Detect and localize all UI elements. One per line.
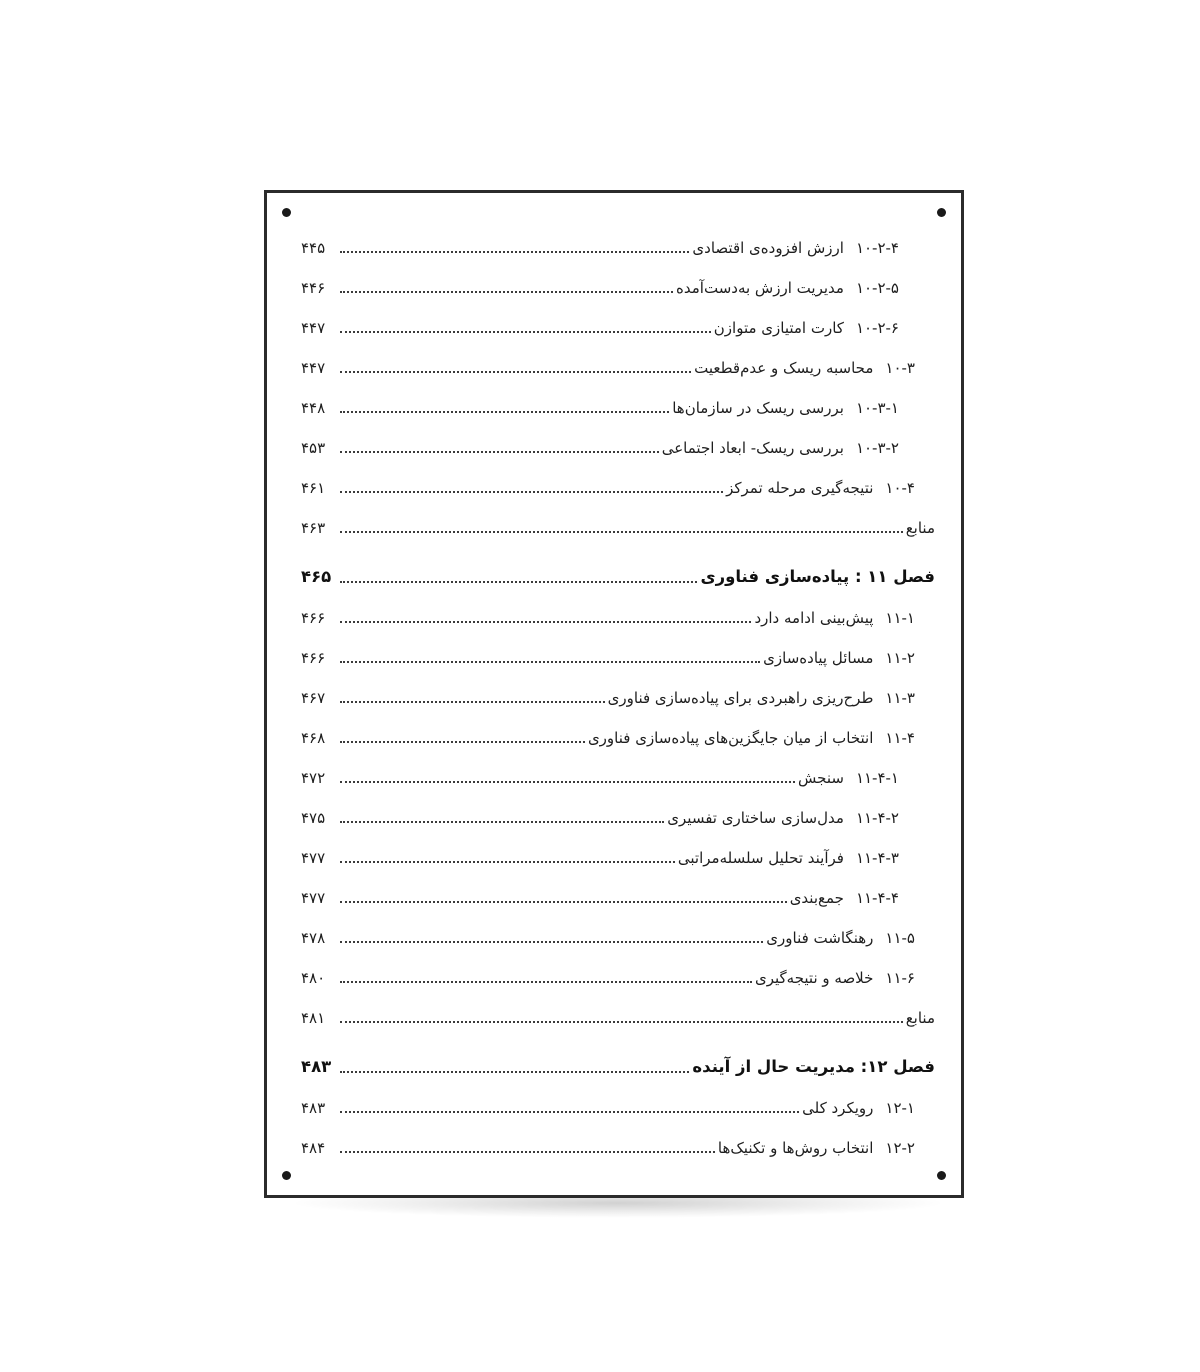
toc-page-number: ۴۶۶ (301, 609, 326, 627)
toc-chapter-heading[interactable] (301, 1045, 935, 1077)
toc-dot-leader (340, 621, 751, 623)
toc-entry[interactable] (301, 595, 935, 627)
toc-section-number: ۱۰-۲-۵ (855, 279, 899, 297)
toc-page-frame (264, 190, 964, 1198)
toc-title: انتخاب روش‌ها و تکنیک‌ها (717, 1139, 874, 1157)
toc-entry[interactable] (301, 755, 935, 787)
toc-title: مسائل پیاده‌سازی (763, 649, 874, 667)
toc-dot-leader (340, 371, 691, 373)
toc-dot-leader (340, 701, 605, 703)
toc-entry[interactable] (301, 1125, 935, 1157)
toc-dot-leader (340, 1111, 799, 1113)
toc-entry[interactable] (301, 995, 935, 1027)
toc-page-number: ۴۸۳ (301, 1099, 326, 1117)
toc-entry[interactable] (301, 425, 935, 457)
toc-page-number: ۴۷۷ (301, 849, 326, 867)
corner-dot-bottom-right (937, 1171, 946, 1180)
toc-chapter-heading[interactable] (301, 555, 935, 587)
toc-section-number: ۱۱-۶ (885, 969, 915, 987)
toc-section-number: ۱۱-۱ (885, 609, 915, 627)
toc-page-number: ۴۴۷ (301, 319, 326, 337)
toc-dot-leader (340, 661, 760, 663)
toc-title: نتیجه‌گیری مرحله تمرکز (726, 479, 874, 497)
toc-section-number: ۱۱-۴-۲ (855, 809, 899, 827)
toc-entry[interactable] (301, 345, 935, 377)
toc-entry[interactable] (301, 795, 935, 827)
toc-section-number: ۱۰-۲-۶ (855, 319, 899, 337)
toc-page-number: ۴۶۷ (301, 689, 326, 707)
corner-dot-top-left (282, 208, 291, 217)
toc-section-number: ۱۱-۲ (885, 649, 915, 667)
toc-section-number: ۱۱-۴ (885, 729, 915, 747)
toc-dot-leader (340, 491, 723, 493)
toc-page-number: ۴۴۵ (301, 239, 326, 257)
toc-dot-leader (340, 451, 659, 453)
toc-entry[interactable] (301, 635, 935, 667)
toc-dot-leader (340, 411, 669, 413)
toc-title: کارت امتیازی متوازن (713, 319, 844, 337)
toc-section-number: ۱۰-۳-۱ (855, 399, 899, 417)
toc-entry[interactable] (301, 465, 935, 497)
toc-entry[interactable] (301, 505, 935, 537)
toc-page-number: ۴۷۲ (301, 769, 326, 787)
toc-page-number: ۴۸۳ (301, 1057, 332, 1077)
toc-dot-leader (340, 581, 697, 583)
toc-page-number: ۴۸۴ (301, 1139, 326, 1157)
toc-page-number: ۴۸۱ (301, 1009, 326, 1027)
toc-title: بررسی ریسک- ابعاد اجتماعی (661, 439, 844, 457)
toc-title: منابع (905, 1009, 935, 1027)
toc-dot-leader (340, 941, 763, 943)
toc-page-number: ۴۷۵ (301, 809, 326, 827)
toc-page-number: ۴۶۵ (301, 567, 332, 587)
toc-section-number: ۱۲-۲ (885, 1139, 915, 1157)
toc-dot-leader (340, 1021, 903, 1023)
toc-dot-leader (340, 781, 795, 783)
toc-entry[interactable] (301, 265, 935, 297)
toc-section-number: ۱۰-۲-۴ (855, 239, 899, 257)
toc-page-number: ۴۶۸ (301, 729, 326, 747)
toc-dot-leader (340, 741, 585, 743)
toc-entry[interactable] (301, 1085, 935, 1117)
toc-title: فرآیند تحلیل سلسله‌مراتبی (677, 849, 844, 867)
toc-page-number: ۴۶۳ (301, 519, 326, 537)
toc-page-number: ۴۷۸ (301, 929, 326, 947)
toc-page-number: ۴۷۷ (301, 889, 326, 907)
toc-section-number: ۱۱-۴-۱ (855, 769, 899, 787)
toc-title: پیش‌بینی ادامه دارد (754, 609, 874, 627)
toc-section-number: ۱۱-۵ (885, 929, 915, 947)
toc-title: طرح‌ریزی راهبردی برای پیاده‌سازی فناوری (607, 689, 874, 707)
toc-entry[interactable] (301, 875, 935, 907)
toc-dot-leader (340, 331, 711, 333)
toc-entry[interactable] (301, 715, 935, 747)
toc-title: ارزش افزوده‌ی اقتصادی (692, 239, 844, 257)
toc-page-number: ۴۶۶ (301, 649, 326, 667)
toc-entry[interactable] (301, 675, 935, 707)
toc-title: خلاصه و نتیجه‌گیری (754, 969, 874, 987)
toc-page-number: ۴۴۶ (301, 279, 326, 297)
toc-title: رهنگاشت فناوری (766, 929, 874, 947)
toc-title: بررسی ریسک در سازمان‌ها (672, 399, 844, 417)
toc-page-number: ۴۵۳ (301, 439, 326, 457)
toc-page-number: ۴۶۱ (301, 479, 326, 497)
toc-title: فصل ۱۱ : پیاده‌سازی فناوری (700, 567, 935, 587)
toc-title: مدل‌سازی ساختاری تفسیری (667, 809, 844, 827)
toc-dot-leader (340, 531, 903, 533)
toc-title: فصل ۱۲: مدیریت حال از آینده (692, 1057, 935, 1077)
toc-entry[interactable] (301, 225, 935, 257)
toc-dot-leader (340, 981, 752, 983)
toc-dot-leader (340, 861, 675, 863)
toc-section-number: ۱۱-۴-۳ (855, 849, 899, 867)
toc-title: منابع (905, 519, 935, 537)
toc-section-number: ۱۱-۳ (885, 689, 915, 707)
toc-title: جمع‌بندی (789, 889, 844, 907)
toc-dot-leader (340, 821, 664, 823)
toc-section-number: ۱۰-۳ (885, 359, 915, 377)
toc-title: مدیریت ارزش به‌دست‌آمده (676, 279, 844, 297)
toc-dot-leader (340, 291, 673, 293)
toc-dot-leader (340, 901, 787, 903)
corner-dot-bottom-left (282, 1171, 291, 1180)
toc-entry[interactable] (301, 385, 935, 417)
toc-title: محاسبه ریسک و عدم‌قطعیت (694, 359, 874, 377)
toc-section-number: ۱۰-۳-۲ (855, 439, 899, 457)
toc-title: رویکرد کلی (802, 1099, 874, 1117)
toc-dot-leader (340, 1071, 689, 1073)
toc-page-number: ۴۸۰ (301, 969, 326, 987)
toc-page-number: ۴۴۷ (301, 359, 326, 377)
toc-title: سنجش (798, 769, 844, 787)
toc-section-number: ۱۱-۴-۴ (855, 889, 899, 907)
toc-entry[interactable] (301, 955, 935, 987)
corner-dot-top-right (937, 208, 946, 217)
toc-dot-leader (340, 1151, 715, 1153)
toc-dot-leader (340, 251, 689, 253)
toc-entry[interactable] (301, 915, 935, 947)
toc-title: انتخاب از میان جایگزین‌های پیاده‌سازی فناوری (587, 729, 874, 747)
toc-page-number: ۴۴۸ (301, 399, 326, 417)
toc-entry[interactable] (301, 835, 935, 867)
toc-entry[interactable] (301, 305, 935, 337)
toc-section-number: ۱۰-۴ (885, 479, 915, 497)
toc-section-number: ۱۲-۱ (885, 1099, 915, 1117)
